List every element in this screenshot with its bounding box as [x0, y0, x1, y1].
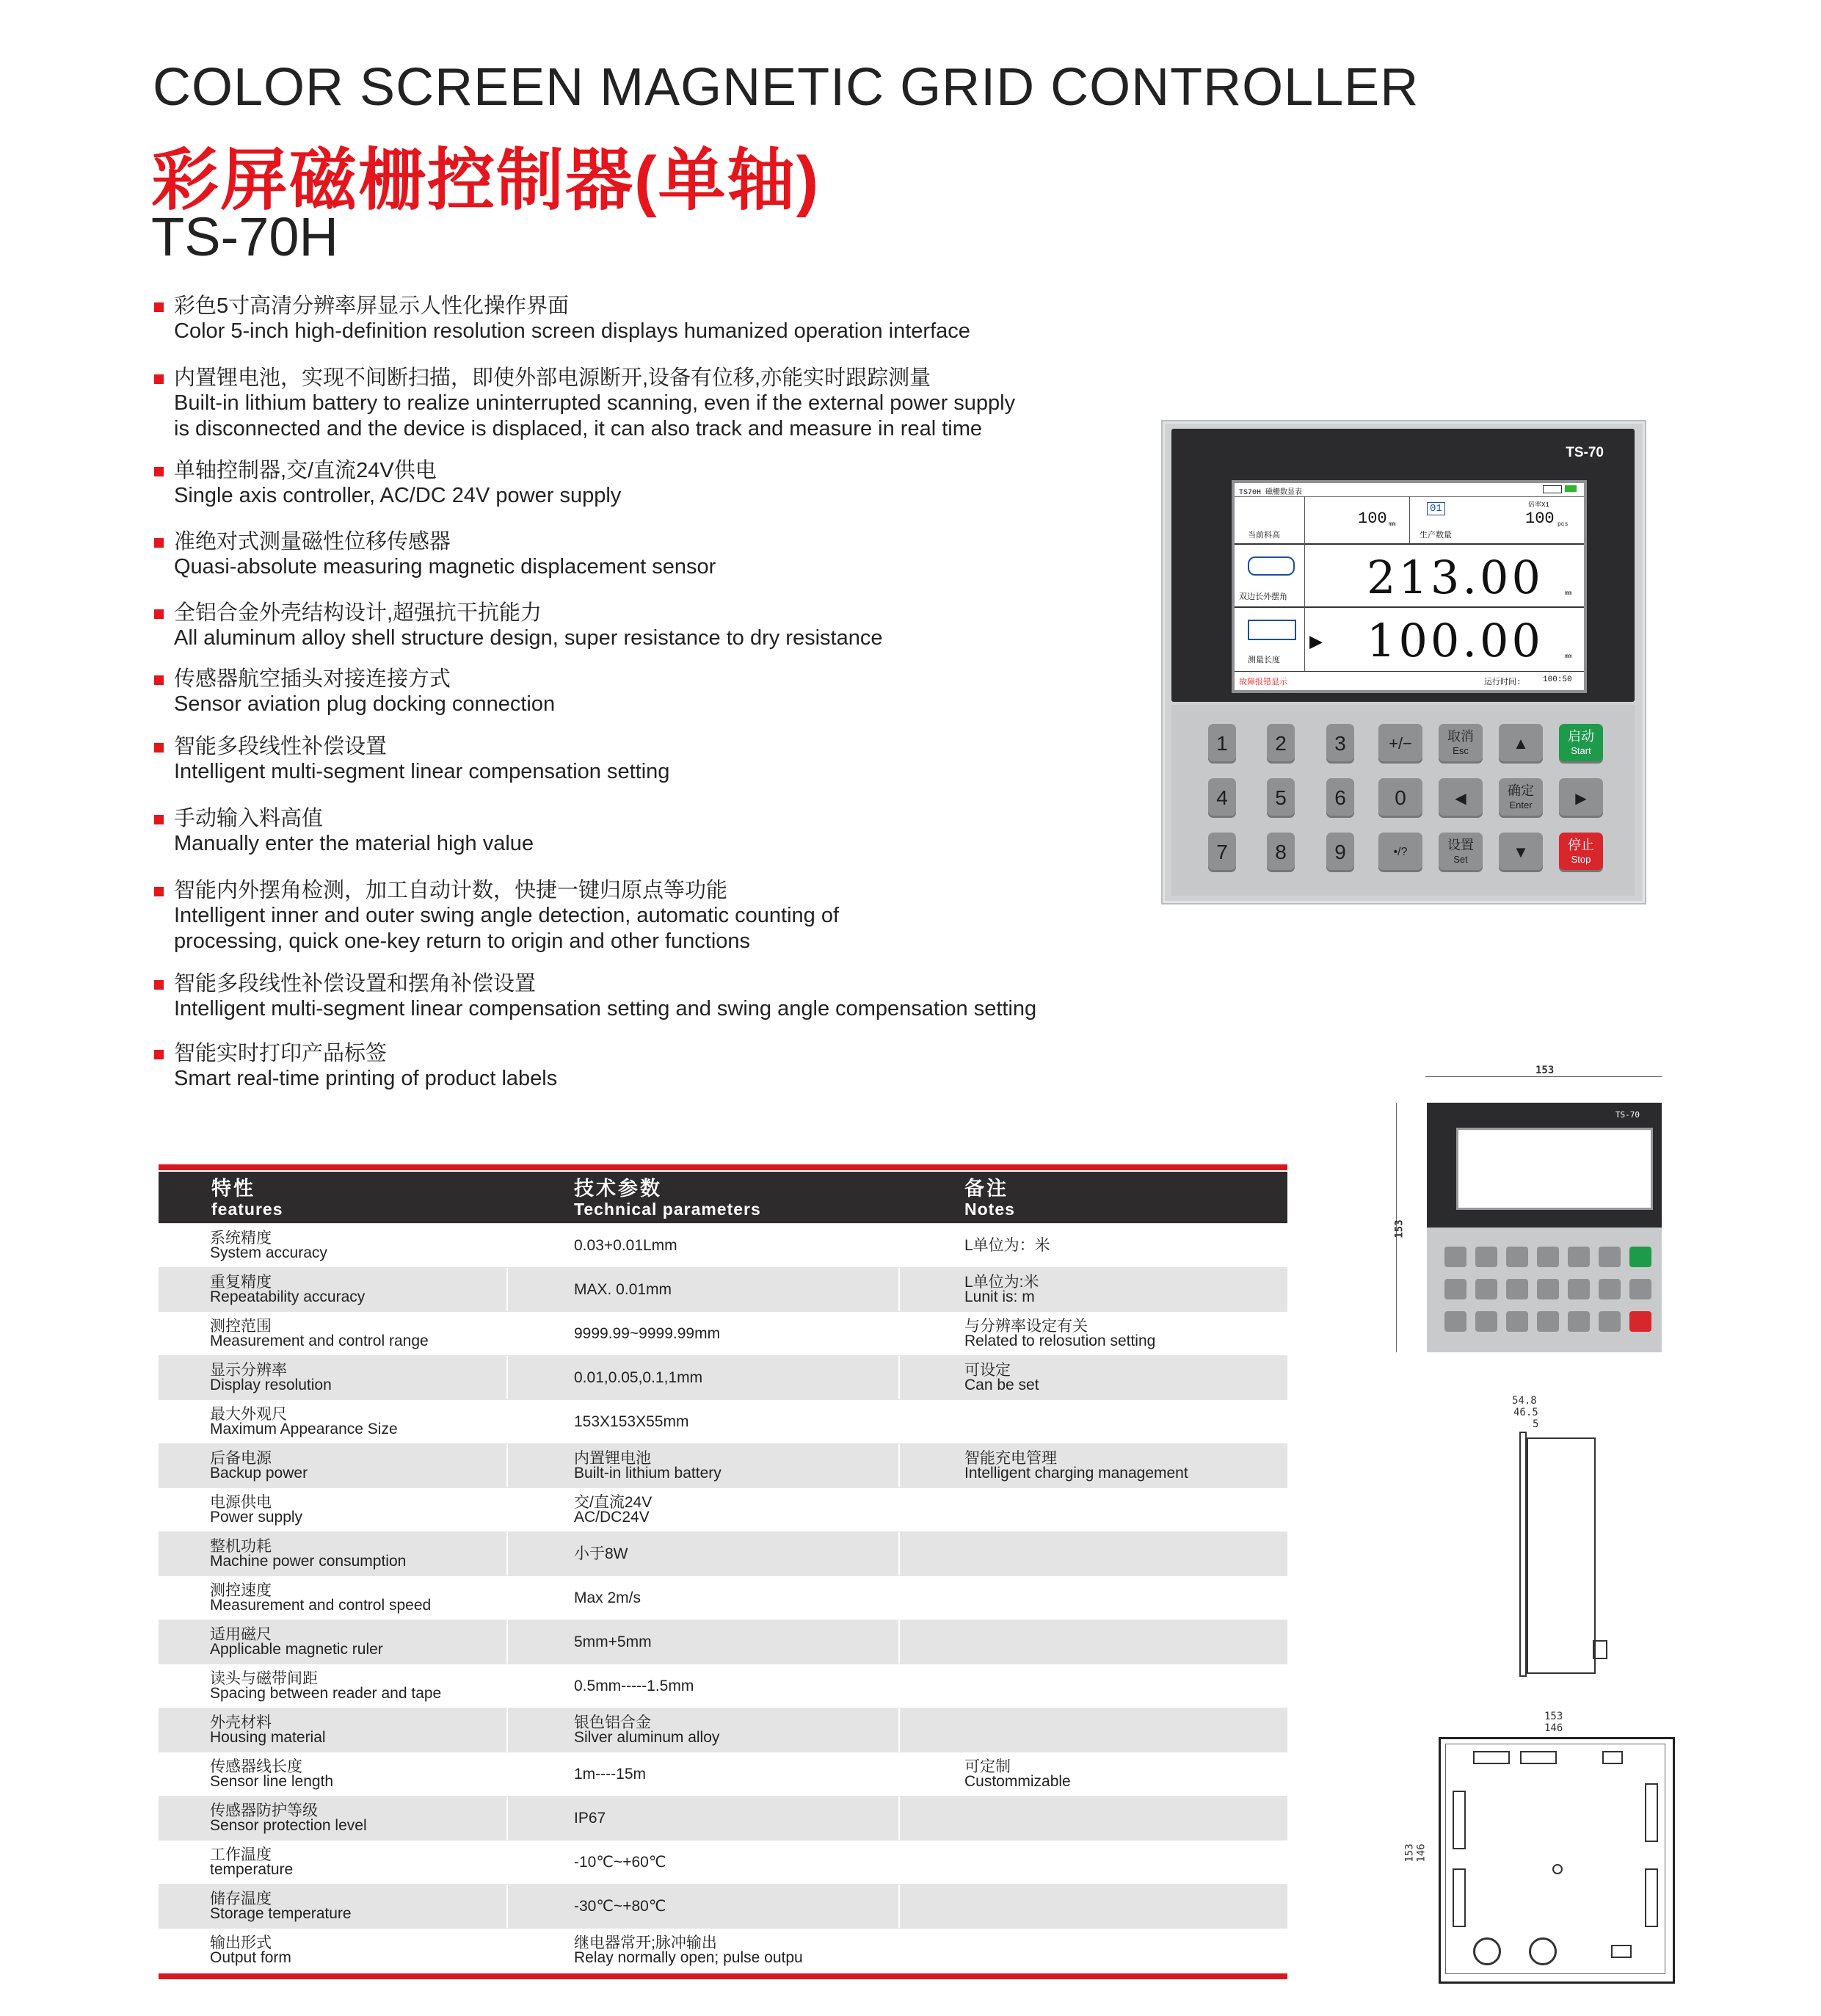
- key-enter[interactable]: 确定 Enter: [1499, 778, 1543, 818]
- terminal-icon: [1645, 1783, 1658, 1842]
- parameter-cell: 交/直流24V AC/DC24V: [574, 1493, 653, 1526]
- feature-cn: 智能多段线性补偿设置: [174, 735, 388, 758]
- feature-cell: 外壳材料 Housing material: [210, 1714, 326, 1746]
- front-width-dim: 153: [1535, 1065, 1555, 1076]
- key-7[interactable]: 7: [1208, 833, 1236, 872]
- mini-key: [1475, 1247, 1497, 1267]
- front-view-drawing: [1393, 1065, 1690, 1370]
- table-row: [159, 1796, 1287, 1840]
- feature-cell: 最大外观尺 Maximum Appearance Size: [210, 1405, 398, 1437]
- feature-cn: 传感器航空插头对接连接方式: [174, 667, 451, 691]
- parameter-cell: 9999.99~9999.99mm: [574, 1324, 721, 1342]
- mini-key: [1537, 1311, 1559, 1332]
- feature-cell: 系统精度 System accuracy: [210, 1229, 327, 1261]
- screen-title: TS70H 磁栅数显表: [1239, 489, 1303, 497]
- notes-cell: 可定制 Custommizable: [964, 1758, 1071, 1790]
- table-row: [159, 1487, 1287, 1531]
- model-number: TS-70H: [151, 206, 338, 267]
- parameter-cell: -30℃~+80℃: [574, 1897, 666, 1915]
- mini-key: [1444, 1279, 1466, 1299]
- side-connector: [1593, 1640, 1607, 1659]
- spec-table: [159, 1164, 1287, 1979]
- feature-en: Intelligent multi-segment linear compensation setting: [174, 760, 670, 783]
- feature-item: [154, 1041, 1196, 1092]
- side-front-panel: [1519, 1432, 1527, 1677]
- feature-cell: 适用磁尺 Applicable magnetic ruler: [210, 1625, 383, 1658]
- front-height-dim: 153: [1393, 1219, 1406, 1239]
- connector-icon: [1611, 1945, 1632, 1958]
- key-6[interactable]: 6: [1326, 778, 1354, 818]
- length-icon: [1248, 620, 1296, 640]
- table-row: [159, 1223, 1287, 1267]
- connector-icon: [1473, 1751, 1510, 1764]
- key-4[interactable]: 4: [1208, 778, 1236, 818]
- terminal-icon: [1453, 1868, 1466, 1927]
- parameter-cell: IP67: [574, 1809, 606, 1827]
- ratio-value: 100: [1525, 510, 1555, 528]
- feature-cell: 整机功耗 Machine power consumption: [210, 1537, 407, 1570]
- feature-cn: 智能内外摆角检测，加工自动计数，快捷一键归原点等功能: [174, 879, 728, 902]
- feature-cell: 工作温度 temperature: [210, 1846, 294, 1878]
- feature-item: [154, 971, 1196, 1022]
- aviation-plug-icon: [1473, 1937, 1501, 1965]
- side-housing: [1527, 1437, 1596, 1674]
- bullet-icon: [154, 887, 164, 896]
- runtime-value: 100:50: [1543, 675, 1572, 684]
- notes-cell: [964, 1532, 1280, 1576]
- notes-cell: [964, 1841, 1280, 1884]
- key-up-icon[interactable]: ▲: [1499, 724, 1543, 764]
- feature-cn: 内置锂电池，实现不间断扫描，即使外部电源断开,设备有位移,亦能实时跟踪测量: [174, 366, 931, 390]
- feature-cn: 智能多段线性补偿设置和摆角补偿设置: [174, 972, 537, 996]
- table-row: [159, 1267, 1287, 1311]
- width-dimension-line: [1425, 1076, 1662, 1077]
- key-esc[interactable]: 取消 Esc: [1439, 724, 1483, 764]
- notes-cell: [964, 1929, 1280, 1972]
- bullet-icon: [154, 609, 164, 619]
- table-row: [159, 1708, 1287, 1752]
- bullet-icon: [154, 1050, 164, 1059]
- screw-icon: [1552, 1864, 1563, 1874]
- key-9[interactable]: 9: [1326, 833, 1354, 872]
- title-english: COLOR SCREEN MAGNETIC GRID CONTROLLER: [153, 58, 1420, 117]
- notes-cell: [964, 1708, 1280, 1752]
- feature-item: [154, 734, 1196, 785]
- table-row: [159, 1752, 1287, 1796]
- material-height-value: 100: [1358, 510, 1387, 528]
- feature-en: All aluminum alloy shell structure design, super resistance to dry resistance: [174, 626, 883, 650]
- table-row: [159, 1531, 1287, 1576]
- notes-cell: [964, 1885, 1280, 1928]
- key-set[interactable]: 设置 Set: [1439, 833, 1483, 872]
- key-2[interactable]: 2: [1267, 724, 1295, 764]
- battery-level-icon: [1565, 485, 1577, 492]
- table-header: [159, 1172, 1287, 1223]
- notes-cell: L单位为：米: [964, 1236, 1050, 1254]
- side-depth-dim: 54.8: [1512, 1395, 1537, 1407]
- feature-cn: 彩色5寸高清分辨率屏显示人性化操作界面: [174, 294, 570, 318]
- table-row: [159, 1576, 1287, 1620]
- controller-screen: TS70H 磁栅数显表 当前料高 100 mm 01 生产数量 倍率X1 100 pcs 双边长外摆角 213.00 mm 测量长度 ▶ 100.00 mm 故障报错显示 运行时间: 100:50: [1232, 480, 1587, 693]
- notes-cell: 可设定 Can be set: [964, 1361, 1039, 1393]
- parameter-cell: 0.01,0.05,0.1,1mm: [574, 1368, 703, 1386]
- mini-key: [1475, 1279, 1497, 1299]
- key-stop[interactable]: 停止 Stop: [1559, 833, 1603, 872]
- swing-angle-icon: [1248, 556, 1295, 576]
- front-screen: [1456, 1128, 1653, 1210]
- bullet-icon: [154, 374, 164, 384]
- back-panel: [1439, 1737, 1675, 1984]
- feature-en: Intelligent multi-segment linear compensation setting and swing angle compensation setting: [174, 997, 1037, 1020]
- notes-cell: [964, 1796, 1280, 1840]
- parameter-cell: 内置锂电池 Built-in lithium battery: [574, 1449, 722, 1482]
- key-1[interactable]: 1: [1208, 724, 1236, 764]
- controller-bezel: [1171, 429, 1635, 702]
- key-0[interactable]: 0: [1378, 778, 1422, 818]
- screen-title-bar: [1235, 483, 1584, 497]
- feature-item: [154, 667, 1196, 717]
- feature-cn: 手动输入料高值: [174, 807, 324, 830]
- table-row: [159, 1620, 1287, 1664]
- key-start[interactable]: 启动 Start: [1559, 724, 1603, 764]
- parameter-cell: 5mm+5mm: [574, 1633, 652, 1650]
- mini-key: [1568, 1311, 1590, 1332]
- bullet-icon: [154, 980, 164, 990]
- screen-divider: [1235, 543, 1584, 545]
- feature-cell: 储存温度 Storage temperature: [210, 1890, 352, 1922]
- table-row: [159, 1884, 1287, 1928]
- parameter-cell: -10℃~+60℃: [574, 1853, 666, 1871]
- mini-key: [1537, 1247, 1559, 1267]
- feature-item: [154, 601, 1196, 651]
- screen-divider: [1304, 496, 1305, 671]
- feature-cell: 后备电源 Backup power: [210, 1449, 308, 1482]
- notes-cell: 智能充电管理 Intelligent charging management: [964, 1449, 1188, 1482]
- parameter-cell: 153X153X55mm: [574, 1413, 689, 1430]
- mini-key: [1599, 1247, 1621, 1267]
- length-value: 100.00: [1367, 614, 1544, 667]
- feature-cell: 重复精度 Repeatability accuracy: [210, 1273, 366, 1305]
- table-row: [159, 1399, 1287, 1443]
- table-row: [159, 1355, 1287, 1399]
- feature-cell: 传感器防护等级 Sensor protection level: [210, 1802, 367, 1834]
- key-right-icon[interactable]: ▶: [1559, 778, 1603, 818]
- terminal-icon: [1453, 1791, 1466, 1849]
- material-height-label: 当前料高: [1248, 532, 1280, 540]
- table-row: [159, 1443, 1287, 1487]
- cursor-arrow-icon: ▶: [1309, 631, 1323, 656]
- feature-en: Manually enter the material high value: [174, 832, 534, 855]
- notes-cell: L单位为:米 Lunit is: m: [964, 1273, 1039, 1305]
- mini-key: [1629, 1247, 1651, 1267]
- mini-key: [1506, 1247, 1528, 1267]
- aviation-plug-icon: [1529, 1937, 1557, 1965]
- length-label: 测量长度: [1248, 656, 1280, 665]
- notes-cell: [964, 1664, 1280, 1708]
- parameter-cell: 1m----15m: [574, 1765, 646, 1783]
- back-width-dim: 153: [1544, 1711, 1563, 1722]
- feature-en: Smart real-time printing of product labels: [174, 1067, 558, 1090]
- count-icon: 01: [1427, 502, 1445, 515]
- feature-cn: 单轴控制器,交/直流24V供电: [174, 459, 437, 482]
- feature-item: [154, 878, 1196, 954]
- key-5[interactable]: 5: [1267, 778, 1295, 818]
- bullet-icon: [154, 467, 164, 476]
- front-keypad: [1427, 1228, 1662, 1352]
- parameter-cell: 小于8W: [574, 1545, 628, 1562]
- key-3[interactable]: 3: [1326, 724, 1354, 764]
- bullet-icon: [154, 815, 164, 824]
- parameter-cell: 继电器常开;脉冲输出 Relay normally open; pulse outpu: [574, 1934, 803, 1966]
- feature-cn: 准绝对式测量磁性位移传感器: [174, 530, 451, 554]
- bullet-icon: [154, 302, 164, 312]
- bullet-icon: [154, 743, 164, 753]
- mini-key: [1506, 1311, 1528, 1332]
- ratio-label: 倍率X1: [1528, 501, 1549, 509]
- feature-cn: 智能实时打印产品标签: [174, 1042, 388, 1065]
- back-height-dim: 153: [1403, 1843, 1416, 1863]
- feature-item: [154, 458, 1196, 509]
- mini-key: [1629, 1311, 1651, 1332]
- key-left-icon[interactable]: ◀: [1439, 778, 1483, 818]
- table-top-rule: [159, 1164, 1287, 1170]
- feature-item: [154, 529, 1196, 580]
- header-notes: 备注 Notes: [964, 1178, 1015, 1219]
- screen-divider: [1235, 606, 1584, 608]
- back-view-drawing: [1403, 1711, 1682, 1982]
- bullet-icon: [154, 675, 164, 685]
- key-plus-minus[interactable]: +/−: [1378, 724, 1422, 764]
- mini-key: [1599, 1279, 1621, 1299]
- feature-item: [154, 294, 1196, 344]
- feature-en: Color 5-inch high-definition resolution screen displays humanized operation interface: [174, 319, 970, 343]
- mini-key: [1629, 1279, 1651, 1299]
- table-row: [159, 1840, 1287, 1884]
- controller-photo: [1161, 420, 1646, 904]
- screen-divider: [1235, 671, 1584, 672]
- feature-cell: 测控范围 Measurement and control range: [210, 1317, 429, 1349]
- swing-angle-label: 双边长外摆角: [1239, 593, 1287, 602]
- controller-model-label: TS-70: [1566, 445, 1604, 460]
- back-inner-width-dim: 146: [1544, 1722, 1563, 1734]
- front-bezel: TS-70: [1427, 1103, 1662, 1228]
- feature-cell: 传感器线长度 Sensor line length: [210, 1758, 334, 1790]
- mini-key: [1444, 1311, 1466, 1332]
- notes-cell: [964, 1488, 1280, 1531]
- key-down-icon[interactable]: ▼: [1499, 833, 1543, 872]
- screen-divider: [1409, 496, 1410, 543]
- fault-display: 故障报错显示: [1239, 678, 1287, 687]
- mini-key: [1599, 1311, 1621, 1332]
- feature-en: Quasi-absolute measuring magnetic displacement sensor: [174, 555, 716, 579]
- table-row: [159, 1311, 1287, 1355]
- table-row: [159, 1928, 1287, 1972]
- table-bottom-rule: [159, 1973, 1287, 1979]
- back-inner-height-dim: 146: [1415, 1843, 1428, 1863]
- runtime-label: 运行时间:: [1484, 678, 1522, 687]
- feature-en: Single axis controller, AC/DC 24V power supply: [174, 484, 622, 507]
- table-body: [159, 1223, 1287, 1972]
- terminal-icon: [1645, 1868, 1658, 1927]
- parameter-cell: 0.03+0.01Lmm: [574, 1236, 677, 1254]
- feature-cell: 电源供电 Power supply: [210, 1493, 303, 1526]
- bullet-icon: [154, 538, 164, 548]
- notes-cell: 与分辨率设定有关 Related to relosution setting: [964, 1317, 1156, 1349]
- parameter-cell: 银色铝合金 Silver aluminum alloy: [574, 1714, 720, 1746]
- parameter-cell: Max 2m/s: [574, 1589, 641, 1606]
- feature-cell: 输出形式 Output form: [210, 1934, 291, 1966]
- controller-keypad: [1171, 705, 1635, 896]
- mini-key: [1568, 1247, 1590, 1267]
- feature-cell: 显示分辨率 Display resolution: [210, 1361, 332, 1393]
- feature-en: Built-in lithium battery to realize uninterrupted scanning, even if the external power supply is disconnected and the device is displaced, it can also track and measure in real time: [174, 391, 1016, 440]
- feature-en: Intelligent inner and outer swing angle detection, automatic counting of processing, quick one-key return to origin and other functions: [174, 904, 840, 953]
- mini-key: [1537, 1279, 1559, 1299]
- mini-key: [1506, 1279, 1528, 1299]
- title-chinese: 彩屏磁栅控制器(单轴): [151, 143, 821, 218]
- feature-item: [154, 806, 1196, 857]
- feature-item: [154, 366, 1196, 442]
- mini-key: [1568, 1279, 1590, 1299]
- notes-cell: [964, 1576, 1280, 1620]
- side-panel-dim: 5: [1533, 1418, 1539, 1430]
- key-8[interactable]: 8: [1267, 833, 1295, 872]
- notes-cell: [964, 1400, 1280, 1443]
- side-view-drawing: [1497, 1395, 1615, 1689]
- header-features: 特性 features: [211, 1178, 283, 1219]
- battery-icon: [1543, 485, 1562, 493]
- key-dot[interactable]: •/?: [1378, 833, 1422, 872]
- feature-cell: 测控速度 Measurement and control speed: [210, 1581, 432, 1614]
- connector-icon: [1602, 1751, 1623, 1764]
- count-label: 生产数量: [1420, 532, 1452, 540]
- connector-icon: [1520, 1751, 1557, 1764]
- table-row: [159, 1664, 1287, 1708]
- feature-cell: 读头与磁带间距 Spacing between reader and tape: [210, 1669, 442, 1702]
- parameter-cell: 0.5mm-----1.5mm: [574, 1677, 694, 1694]
- mini-key: [1475, 1311, 1497, 1332]
- swing-angle-value: 213.00: [1367, 551, 1544, 604]
- parameter-cell: MAX. 0.01mm: [574, 1280, 672, 1298]
- header-parameters: 技术参数 Technical parameters: [574, 1178, 761, 1219]
- feature-en: Sensor aviation plug docking connection: [174, 692, 556, 716]
- feature-cn: 全铝合金外壳结构设计,超强抗干抗能力: [174, 601, 542, 625]
- notes-cell: [964, 1620, 1280, 1664]
- mini-key: [1444, 1247, 1466, 1267]
- side-body-dim: 46.5: [1513, 1407, 1538, 1418]
